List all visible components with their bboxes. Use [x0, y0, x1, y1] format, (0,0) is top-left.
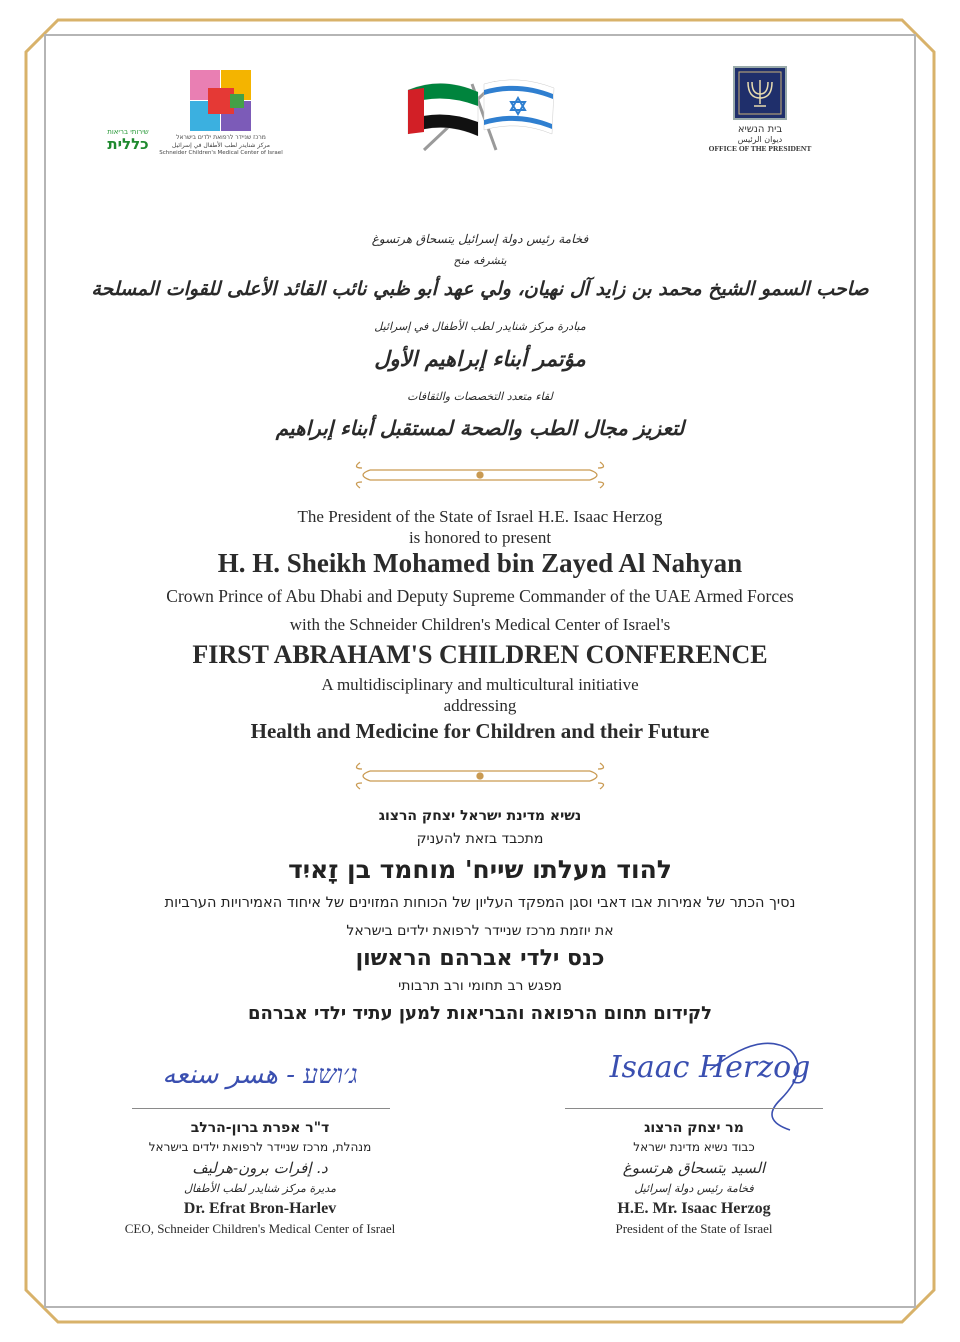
hebrew-line1: נשיא מדינת ישראל יצחק הרצוג	[378, 808, 582, 824]
arabic-line3: مبادرة مركز شنايدر لطب الأطفال في إسرائيل	[374, 320, 586, 333]
english-line2: is honored to present	[408, 528, 552, 547]
israel-flag-icon	[484, 80, 554, 134]
schneider-line3: Schneider Children's Medical Center of Israel	[159, 150, 283, 156]
flags-icon	[402, 70, 562, 156]
right-name-he: מר יצחק הרצוג	[644, 1120, 744, 1136]
schneider-line1: מרכז שניידר לרפואת ילדים בישראל	[176, 134, 266, 141]
schneider-line2: مركز شنايدر لطب الأطفال في إسرائيل	[172, 142, 270, 149]
hebrew-mission: לקידום תחום הרפואה והבריאות למען עתיד ילדי אברהם	[247, 1003, 713, 1024]
arabic-line1: فخامة رئيس دولة إسرائيل يتسحاق هرتسوغ	[371, 232, 589, 246]
hebrew-conference: כנס ילדי אברהם הראשון	[355, 946, 605, 971]
hebrew-title: נסיך הכתר של אמירות אבו דאבי וסגן המפקד העליון של הכוחות המזוינים של איחוד האמירויות הערביות	[164, 895, 796, 911]
english-honoree: H. H. Sheikh Mohamed bin Zayed Al Nahyan	[217, 548, 743, 578]
left-name-ar: د. إفرات برون-هرليف	[192, 1159, 328, 1177]
english-initiative: A multidisciplinary and multicultural initiative	[321, 675, 639, 694]
english-title: Crown Prince of Abu Dhabi and Deputy Supreme Commander of the UAE Armed Forces	[166, 586, 794, 606]
right-name-en: H.E. Mr. Isaac Herzog	[617, 1200, 771, 1217]
president-en: OFFICE OF THE PRESIDENT	[708, 144, 812, 153]
president-ar: ديوان الرئيس	[737, 135, 783, 144]
schneider-logo	[156, 70, 286, 162]
english-mission: Health and Medicine for Children and their Future	[250, 719, 710, 743]
uae-flag-icon	[408, 83, 478, 136]
left-name-he: ד"ר אפרת ברון-הרלב	[190, 1120, 330, 1136]
left-role-he: מנהלת, מרכז שניידר לרפואת ילדים בישראל	[148, 1140, 372, 1154]
left-signature-line	[132, 1108, 390, 1109]
right-signature: Isaac Herzog	[609, 1050, 811, 1085]
arabic-line4: لقاء متعدد التخصصات والثقافات	[407, 390, 553, 403]
ornament-divider-top	[350, 458, 610, 492]
english-line1: The President of the State of Israel H.E. Isaac Herzog	[297, 507, 663, 526]
clalit-text: כללית	[107, 135, 149, 153]
arabic-honoree: صاحب السمو الشيخ محمد بن زايد آل نهيان، ولي عهد أبو ظبي نائب القائد الأعلى للقوات المسلحة	[91, 278, 869, 300]
arabic-mission: لتعزيز مجال الطب والصحة لمستقبل أبناء إبراهيم	[275, 416, 685, 440]
english-conference: FIRST ABRAHAM'S CHILDREN CONFERENCE	[192, 640, 768, 669]
right-role-ar: فخامة رئيس دولة إسرائيل	[634, 1182, 754, 1195]
president-office-logo	[700, 66, 820, 166]
clalit-logo	[98, 128, 158, 158]
clalit-sub: שירותי בריאות	[107, 128, 149, 136]
english-with: with the Schneider Children's Medical Center of Israel's	[289, 615, 671, 634]
menorah-emblem-icon	[733, 66, 787, 120]
left-name-en: Dr. Efrat Bron-Harlev	[183, 1200, 337, 1217]
ornament-divider-bottom	[350, 759, 610, 793]
right-role-en: President of the State of Israel	[615, 1221, 773, 1236]
left-role-ar: مديرة مركز شنايدر لطب الأطفال	[183, 1182, 337, 1195]
left-signature: ג׳ושע - ھسر سنعه	[162, 1060, 358, 1090]
hebrew-line4: מפגש רב תחומי ורב תרבותי	[398, 978, 562, 994]
arabic-line2: يتشرفه منح	[453, 254, 507, 267]
right-signature-line	[565, 1108, 823, 1109]
president-he: בית הנשיא	[737, 124, 783, 135]
right-name-ar: السيد يتسحاق هرتسوغ	[622, 1159, 766, 1177]
right-signatory	[494, 1118, 894, 1238]
left-role-en: CEO, Schneider Children's Medical Center of Israel	[124, 1221, 396, 1236]
left-signatory	[60, 1118, 460, 1238]
arabic-conference: مؤتمر أبناء إبراهيم الأول	[374, 346, 586, 371]
english-addressing: addressing	[443, 696, 517, 715]
hebrew-line2: מתכבד בזאת להעניק	[416, 831, 544, 847]
right-role-he: כבוד נשיא מדינת ישראל	[633, 1140, 755, 1154]
puzzle-icon	[190, 70, 252, 132]
hebrew-line3: את יוזמת מרכז שניידר לרפואת ילדים בישראל	[346, 923, 614, 939]
hebrew-honoree: להוד מעלתו שייח' מוחמד בן זָאיִד	[288, 855, 672, 884]
